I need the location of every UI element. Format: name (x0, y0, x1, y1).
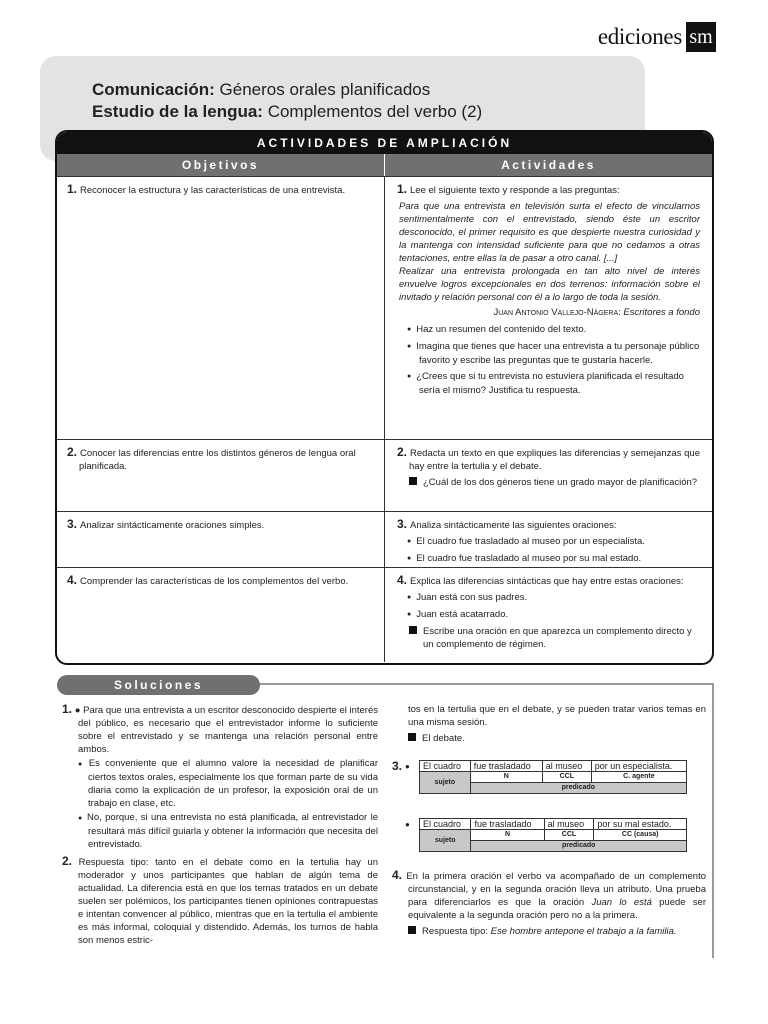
solution-italic: Ese hombre antepone el trabajo a la familia. (490, 926, 677, 937)
list-item: ● El cuadro fue trasladado al museo por su mal estado. (397, 552, 700, 566)
analysis-tag: N (470, 772, 542, 783)
solution-number: 3. (392, 759, 403, 773)
analysis-word: al museo (542, 761, 591, 772)
solution-number: 4. (392, 868, 403, 882)
analysis-tag: N (471, 830, 544, 841)
subject-topic: Géneros orales planificados (219, 80, 431, 99)
quote-attribution: Juan Antonio Vallejo-Nágera: Escritores a fondo (493, 307, 700, 318)
quote-paragraph-2: Realizar una entrevista prolongada en tan alto nivel de interés envuelve logros excepcionales en dos terrenos: información sobre el invitado y relación personal con él a lo largo de toda la sesión. (399, 266, 700, 303)
analysis-word: por su mal estado. (594, 819, 687, 830)
solution-text: tos en la tertulia que en el debate, y se pueden tratar varios temas en una misma sesión. (408, 704, 706, 728)
solution-text: Respuesta tipo: (422, 926, 491, 937)
analysis-word: El cuadro (420, 761, 471, 772)
page-title-line1 (92, 80, 430, 100)
row-number: 1. (67, 182, 78, 196)
row-number: 2. (397, 445, 408, 459)
solution-number: 1. (62, 702, 73, 716)
solution-text: ● Es conveniente que el alumno valore la necesidad de planificar ciertos textos orales, especialmente los que forman parte de su vida diaria como la explicación de un profesor, la exposición oral de un trabajo en clase, etc. (62, 757, 378, 810)
solutions-left-column (62, 703, 378, 947)
syntax-analysis-2 (419, 818, 687, 852)
subject-topic-2: Complementos del verbo (2) (267, 102, 483, 121)
objective-cell (57, 177, 385, 439)
bullet-icon: ● (405, 762, 410, 771)
analysis-tag: CCL (542, 772, 591, 783)
publisher-name: ediciones (597, 24, 682, 49)
objective-cell (57, 568, 385, 662)
actividades-header: Actividades (501, 158, 596, 172)
list-item: ● El cuadro fue trasladado al museo por un especialista. (397, 535, 700, 549)
activity-text: Redacta un texto en que expliques las diferencias y semejanzas que hay entre la tertulia y el debate. (409, 448, 700, 472)
solution-text: En la primera oración el verbo va acompañado de un complemento circunstancial, y en la segunda oración lleva un atributo. Una prueba para diferenciarlos es que la oración (406, 871, 706, 908)
objective-cell (57, 512, 385, 567)
list-item: ● ¿Crees que si tu entrevista no estuviera planificada el resultado sería el mismo? Justifica tu respuesta. (397, 370, 700, 397)
objective-cell (57, 440, 385, 511)
analysis-predicate: predicado (470, 783, 686, 794)
row-number: 4. (397, 573, 408, 587)
activity-cell (385, 177, 712, 439)
solution-text: ● No, porque, si una entrevista no está planificada, al entrevistador le resultará más difícil guiarla y obtener la información que necesita del entrevistado. (62, 811, 378, 851)
solutions-side-rule (712, 683, 714, 958)
subject-label: Comunicación: (92, 80, 215, 99)
bullet-icon: ● (405, 820, 410, 829)
solution-text: puede ser equivalente a la segunda oración pero no a la primera. (408, 897, 706, 921)
analysis-tag: C. agente (591, 772, 686, 783)
list-item: ● Imagina que tienes que hacer una entrevista a tu personaje público favorito y escribe las preguntas que te gustaría hacerle. (397, 340, 700, 367)
solution-number: 2. (62, 854, 73, 868)
analysis-predicate: predicado (471, 841, 687, 852)
row-number: 3. (67, 517, 78, 531)
analysis-tag: CCL (544, 830, 594, 841)
solution-text: El debate. (392, 732, 706, 745)
publisher-mark: sm (686, 22, 716, 52)
activity-text: Analiza sintácticamente las siguientes oraciones: (410, 520, 617, 531)
analysis-word: fue trasladado (471, 819, 544, 830)
analysis-word: al museo (544, 819, 594, 830)
list-item: ● Juan está acatarrado. (397, 608, 700, 622)
quote-author: Juan Antonio Vallejo-Nágera (493, 307, 619, 318)
list-item: ● Juan está con sus padres. (397, 591, 700, 605)
publisher-logo (598, 22, 716, 52)
column-headers (57, 154, 712, 176)
subject-label-2: Estudio de la lengua: (92, 102, 263, 121)
page-title-line2 (92, 102, 482, 122)
analysis-word: El cuadro (420, 819, 471, 830)
table-row (57, 567, 712, 662)
row-number: 3. (397, 517, 408, 531)
solutions-right-column (392, 703, 706, 745)
objective-text: Analizar sintácticamente oraciones simples. (80, 520, 265, 531)
activity-cell (385, 440, 712, 511)
list-item: ● Haz un resumen del contenido del texto. (397, 323, 700, 337)
quote-paragraph-1: Para que una entrevista en televisión surta el efecto de vincularnos sentimentalmente con el entrevistado, siendo éste un escritor desconocido, el primer requisito es que despierte nuestra curiosidad y la mantenga con intensidad suficiente para que no cedamos a otras tentaciones, entre ellas la de pasar a otro canal. [...] (399, 201, 700, 264)
activity-text: Lee el siguiente texto y responde a las preguntas: (410, 185, 620, 196)
analysis-tag: sujeto (420, 830, 471, 852)
objective-text: Conocer las diferencias entre los distintos géneros de lengua oral planificada. (79, 448, 356, 472)
solution-text: Para que una entrevista a un escritor desconocido despierte el interés del público, es necesario que el entrevistador informe lo suficiente sobre el entrevistado y se mantenga una relación personal entre ambos. (78, 705, 379, 755)
activities-banner: ACTIVIDADES DE AMPLIACIÓN (57, 132, 712, 154)
activity-text: Explica las diferencias sintácticas que hay entre estas oraciones: (410, 576, 684, 587)
row-number: 1. (397, 182, 408, 196)
solution-4 (392, 869, 706, 938)
analysis-word: fue trasladado (470, 761, 542, 772)
analysis-tag: sujeto (420, 772, 471, 794)
syntax-analysis-1 (419, 760, 687, 794)
activities-table (55, 130, 714, 665)
list-item: Escribe una oración en que aparezca un complemento directo y un complemento de régimen. (397, 625, 700, 651)
analysis-word: por un especialista. (591, 761, 686, 772)
row-number: 4. (67, 573, 78, 587)
objetivos-header: Objetivos (57, 154, 385, 176)
solution-bullet: ● (74, 705, 81, 716)
solutions-tab: Soluciones (57, 675, 260, 695)
objective-text: Reconocer la estructura y las características de una entrevista. (80, 185, 346, 196)
objective-text: Comprender las características de los complementos del verbo. (80, 576, 349, 587)
analysis-tag: CC (causa) (594, 830, 687, 841)
activity-cell (385, 512, 712, 567)
list-item: ¿Cuál de los dos géneros tiene un grado mayor de planificación? (397, 476, 700, 489)
solutions-divider (258, 683, 714, 685)
solution-text: Respuesta tipo: tanto en el debate como en la tertulia hay un moderador y unos participantes que hablan de algún tema de actualidad. La diferencia está en que los temas tratados en un debate suelen ser polémicos, los participantes tienen opiniones contrapuestas e intentan convencer al público, mientras que en la tertulia el ambiente es más informal, coloquial y distendido. Además, los turnos de habla son menos estric- (78, 857, 378, 946)
row-number: 2. (67, 445, 78, 459)
activity-cell (385, 568, 712, 662)
quote-work: Escritores a fondo (623, 307, 700, 318)
table-row (57, 511, 712, 567)
table-row (57, 439, 712, 511)
solution-italic: Juan lo está (591, 897, 652, 908)
table-row (57, 176, 712, 439)
